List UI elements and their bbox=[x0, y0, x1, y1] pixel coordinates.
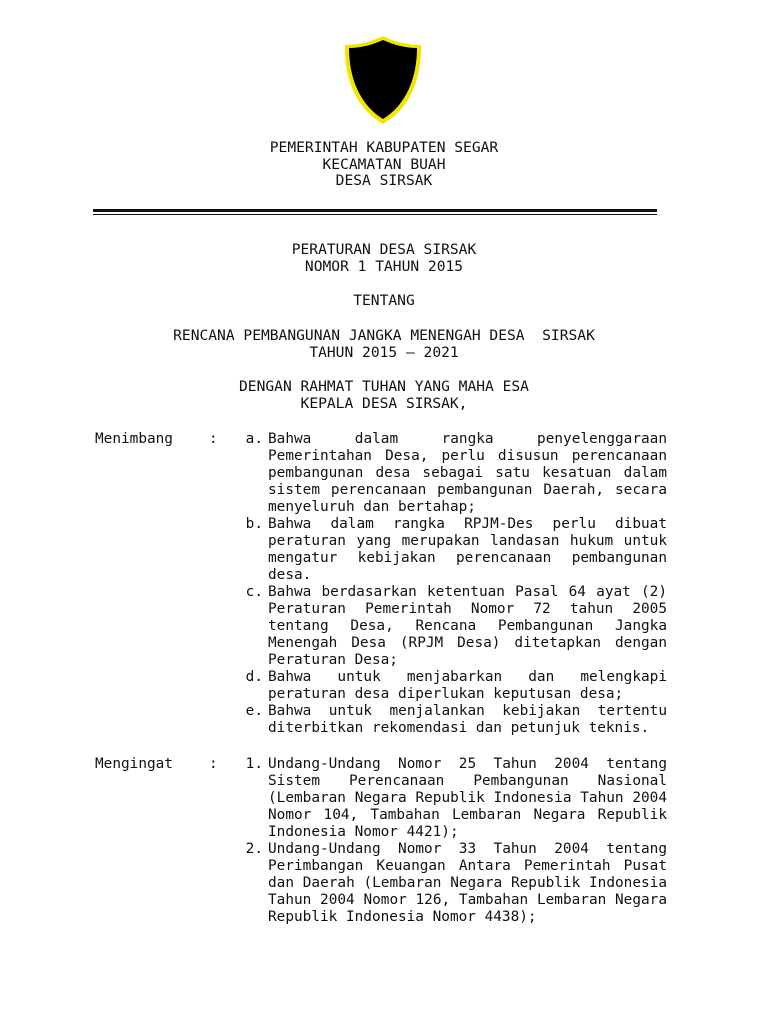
list-item-text: Bahwa dalam rangka RPJM-Des perlu dibuat peraturan yang merupakan landasan hukum untuk mengatur kebijakan perencanaan pembangunan desa. bbox=[268, 516, 667, 583]
shield-icon bbox=[343, 34, 423, 126]
blessing-line1: DENGAN RAHMAT TUHAN YANG MAHA ESA bbox=[239, 378, 529, 395]
letterhead-divider-thick bbox=[93, 209, 657, 212]
blessing-line2: KEPALA DESA SIRSAK, bbox=[300, 394, 468, 412]
regulation-number: NOMOR 1 TAHUN 2015 bbox=[304, 257, 464, 275]
regulation-about: TENTANG bbox=[353, 292, 415, 309]
regulation-subject bbox=[0, 328, 768, 361]
list-item-marker: c. bbox=[245, 584, 263, 600]
blessing bbox=[0, 379, 768, 412]
list-item-text: Undang-Undang Nomor 33 Tahun 2004 tentang Perimbangan Keuangan Antara Pemerintah Pusat dan Daerah (Lembaran Negara Republik Indonesia Tahun 2004 Nomor 126, Tambahan Lembaran Negara Republik Indonesia Nomor 4438); bbox=[268, 841, 667, 925]
list-item bbox=[233, 703, 667, 737]
regulation-subject-line1: RENCANA PEMBANGUNAN JANGKA MENENGAH DESA SIRSAK bbox=[173, 327, 595, 344]
menimbang-label: Menimbang bbox=[95, 431, 173, 447]
list-item bbox=[233, 516, 667, 584]
regulation-subject-line2: TAHUN 2015 – 2021 bbox=[309, 343, 459, 361]
menimbang-colon: : bbox=[209, 431, 218, 447]
list-item-marker: a. bbox=[245, 431, 263, 447]
mengingat-colon: : bbox=[209, 756, 218, 772]
letterhead-divider-thin bbox=[93, 214, 657, 215]
letterhead-village: DESA SIRSAK bbox=[335, 172, 433, 189]
letterhead-district: KECAMATAN BUAH bbox=[322, 155, 446, 173]
list-item bbox=[233, 841, 667, 926]
mengingat-list bbox=[233, 756, 667, 926]
list-item-text: Bahwa dalam rangka penyelenggaraan Pemerintahan Desa, perlu disusun perencanaan pembangunan desa sebagai satu kesatuan dalam sistem perencanaan pembangunan Daerah, secara menyeluruh dan bertahap; bbox=[268, 431, 667, 515]
regulation-name: PERATURAN DESA SIRSAK bbox=[291, 241, 477, 258]
list-item-marker: d. bbox=[245, 669, 263, 685]
regulation-title bbox=[0, 242, 768, 275]
list-item-marker: e. bbox=[245, 703, 263, 719]
list-item bbox=[233, 669, 667, 703]
letterhead-government: PEMERINTAH KABUPATEN SEGAR bbox=[269, 139, 499, 156]
letterhead bbox=[0, 140, 768, 190]
list-item-text: Bahwa untuk menjalankan kebijakan tertentu diterbitkan rekomendasi dan petunjuk teknis. bbox=[268, 703, 667, 736]
list-item-marker: b. bbox=[245, 516, 263, 532]
list-item-marker: 2. bbox=[245, 841, 263, 857]
mengingat-label: Mengingat bbox=[95, 756, 173, 772]
list-item-text: Bahwa berdasarkan ketentuan Pasal 64 ayat (2) Peraturan Pemerintah Nomor 72 tahun 2005 tentang Desa, Rencana Pembangunan Jangka Menengah Desa (RPJM Desa) ditetapkan dengan Peraturan Desa; bbox=[268, 584, 667, 668]
list-item-text: Undang-Undang Nomor 25 Tahun 2004 tentang Sistem Perencanaan Pembangunan Nasional (Lembaran Negara Republik Indonesia Tahun 2004 Nomor 104, Tambahan Lembaran Negara Republik Indonesia Nomor 4421); bbox=[268, 756, 667, 840]
list-item-text: Bahwa untuk menjabarkan dan melengkapi peraturan desa diperlukan keputusan desa; bbox=[268, 669, 667, 702]
list-item bbox=[233, 756, 667, 841]
list-item bbox=[233, 431, 667, 516]
menimbang-list bbox=[233, 431, 667, 737]
list-item bbox=[233, 584, 667, 669]
list-item-marker: 1. bbox=[245, 756, 263, 772]
